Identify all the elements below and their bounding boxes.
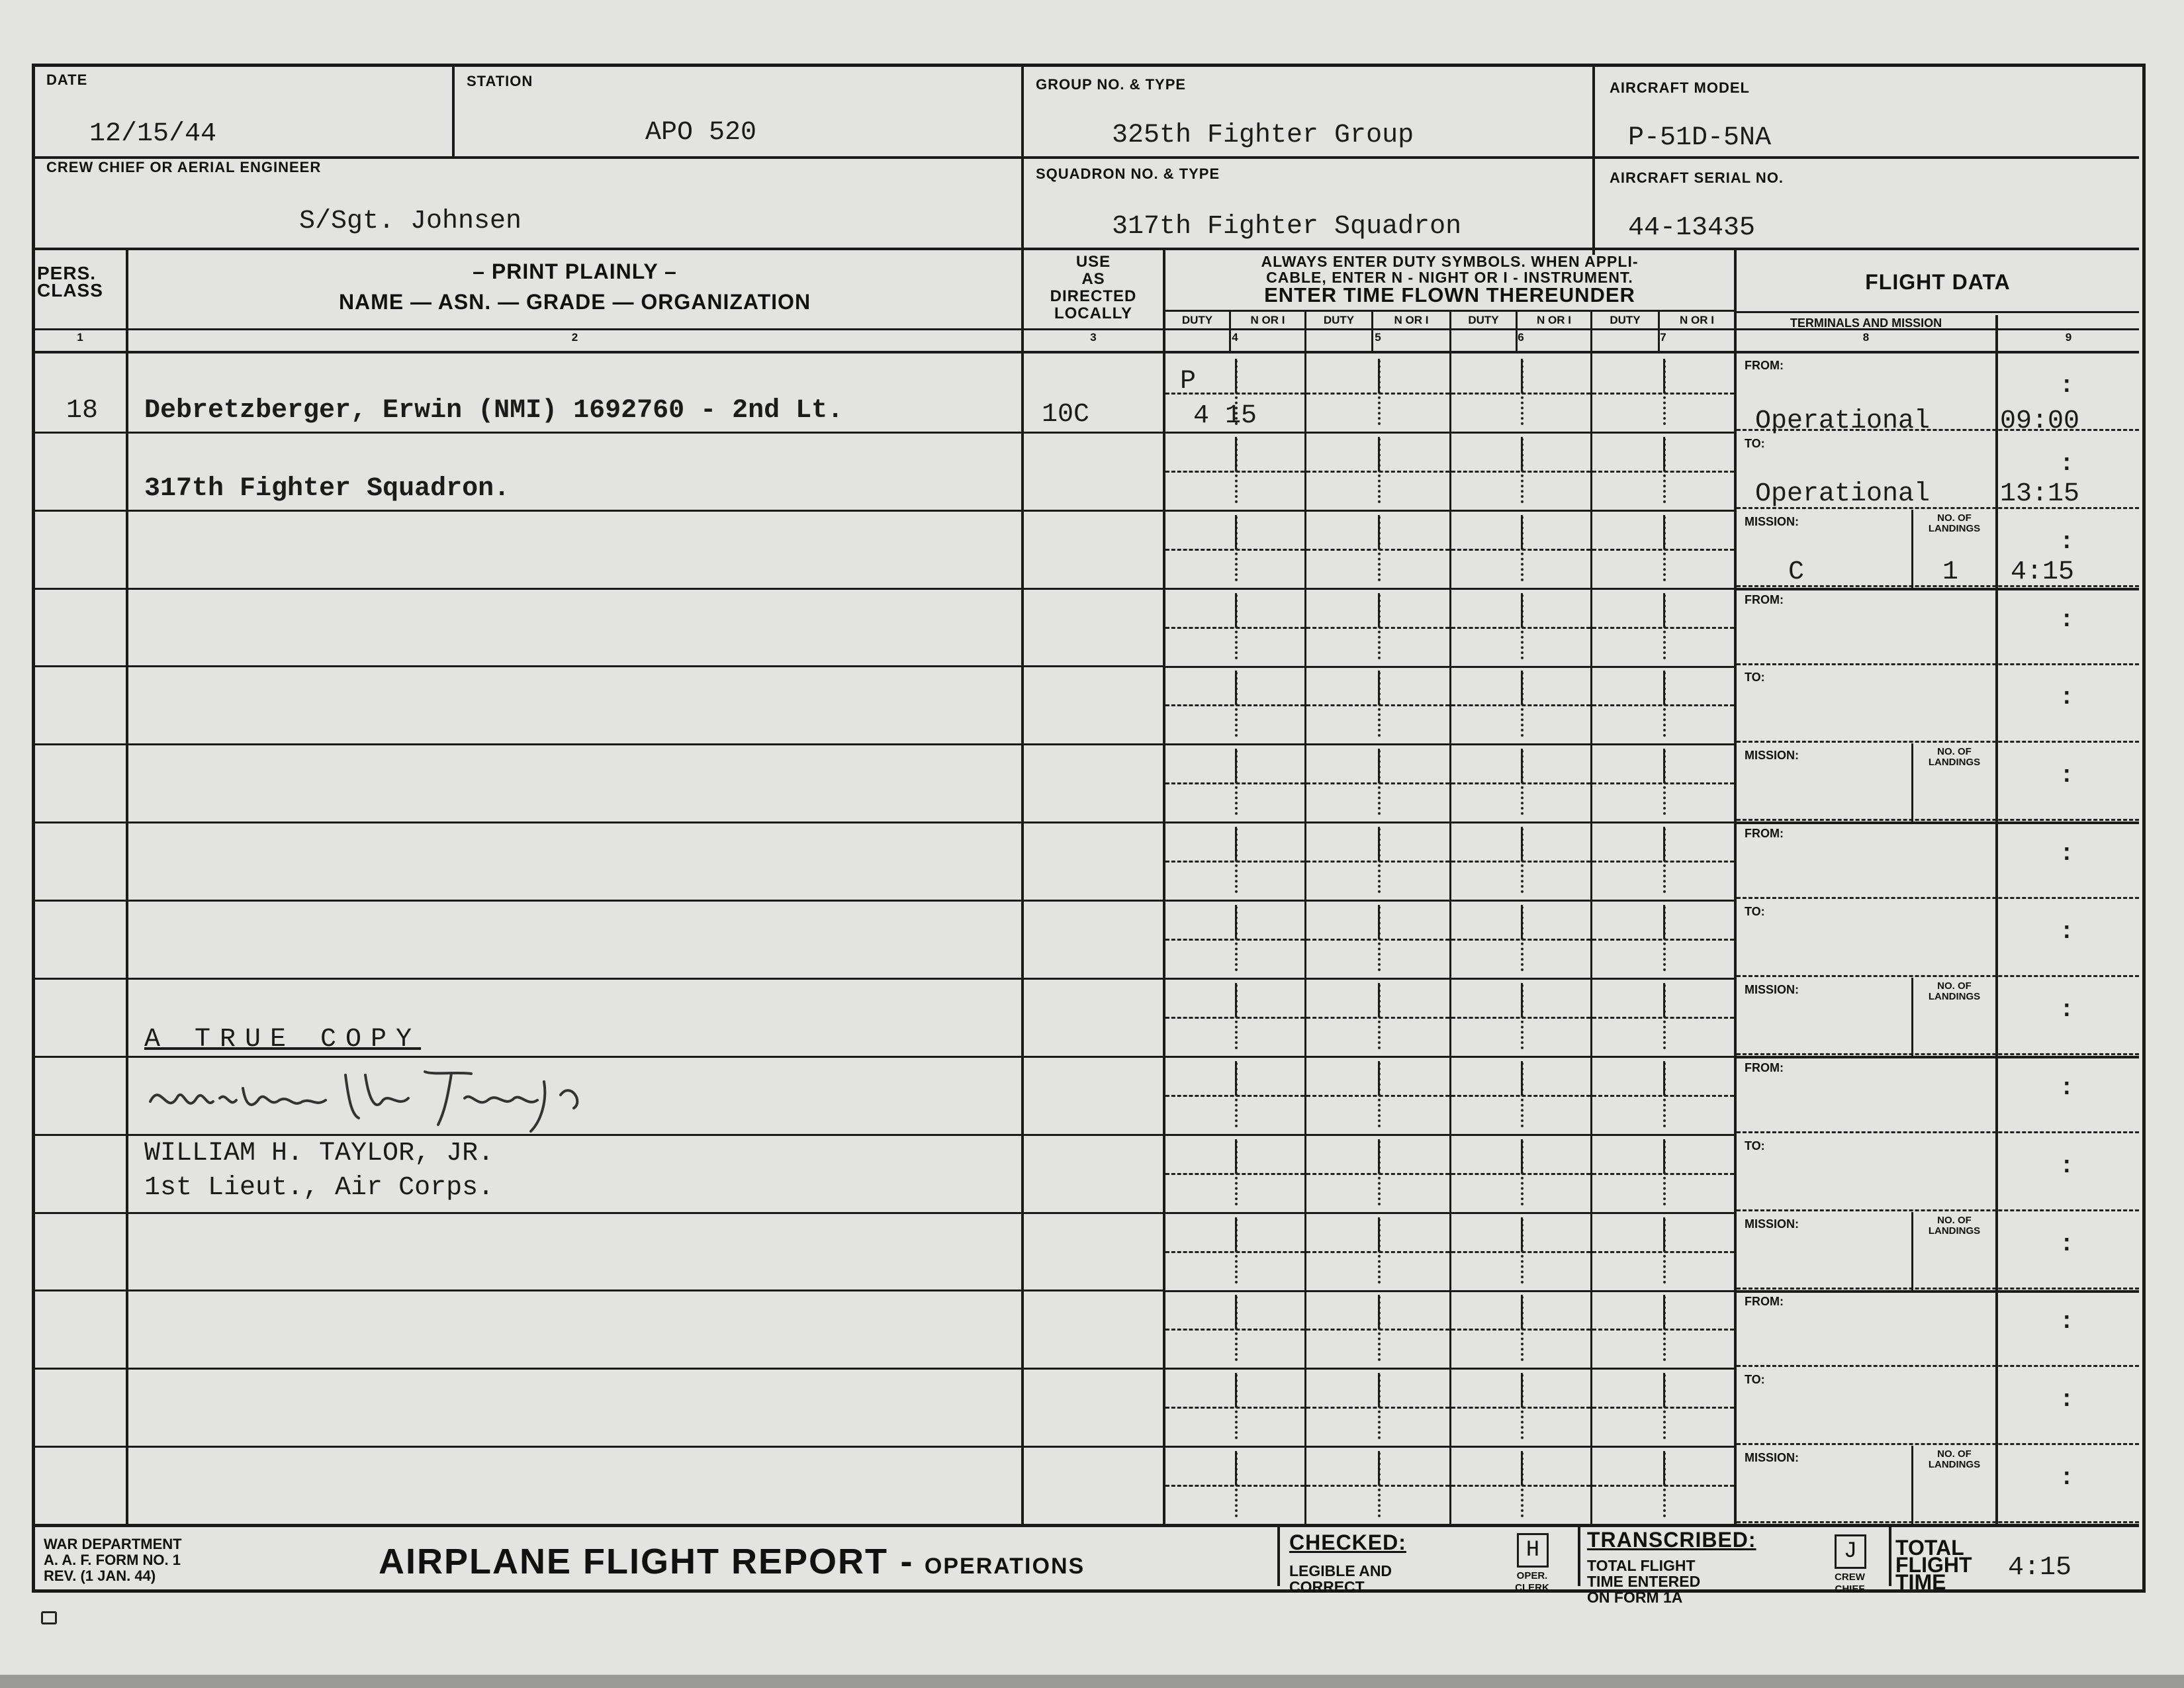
duty-tick <box>1235 905 1237 939</box>
flight-time-colon: : <box>2060 918 2074 945</box>
duty-tick <box>1378 359 1380 393</box>
group-value: 325th Fighter Group <box>1112 120 1414 150</box>
duty-divider <box>1304 978 1306 1056</box>
col-vline-2 <box>1021 249 1024 1524</box>
print-plainly-label: – PRINT PLAINLY – <box>473 259 677 283</box>
transcribed-sub-3: ON FORM 1A <box>1587 1589 1683 1606</box>
duty-tick <box>1235 749 1237 782</box>
terminals-label: TERMINALS AND MISSION <box>1790 316 1942 330</box>
col-number-3: 3 <box>1090 331 1097 344</box>
duty-instruction-3: ENTER TIME FLOWN THEREUNDER <box>1264 283 1635 306</box>
duty-divider <box>1590 588 1592 666</box>
col-number-5: 5 <box>1375 331 1381 344</box>
duty-divider <box>1590 353 1592 432</box>
flight-time-colon: : <box>2060 762 2074 789</box>
entry-org-line: 317th Fighter Squadron. <box>144 474 510 504</box>
flight-dash <box>1737 741 2139 743</box>
flight-time-colon: : <box>2060 606 2074 633</box>
duty-tick <box>1521 671 1523 704</box>
footer-v1 <box>1277 1525 1280 1586</box>
flight-to-label: TO: <box>1745 671 1765 684</box>
flight-dash <box>1737 1521 2139 1523</box>
flight-group-line <box>1737 1056 2139 1058</box>
total-value: 4:15 <box>2008 1553 2072 1583</box>
landings-label: LANDINGS <box>1928 523 1981 534</box>
col-number-7: 7 <box>1660 331 1666 344</box>
duty-tick <box>1378 437 1380 471</box>
flight-time-colon: : <box>2060 450 2074 477</box>
duty-tick <box>1663 1139 1665 1173</box>
row-line <box>32 1368 1165 1370</box>
flight-time-colon: : <box>2060 528 2074 555</box>
form-id-3: REV. (1 JAN. 44) <box>44 1568 156 1584</box>
landings-label: NO. OF <box>1937 1448 1972 1460</box>
landings-box-left <box>1911 743 1913 821</box>
row-line <box>32 1446 1165 1448</box>
duty-divider <box>1449 588 1451 666</box>
duty-tick <box>1378 593 1380 627</box>
duty-tick <box>1663 593 1665 627</box>
flight-dash <box>1737 1365 2139 1367</box>
duty-tick <box>1378 749 1380 782</box>
row-line <box>32 978 1165 980</box>
row-line <box>32 510 1165 512</box>
row-line <box>32 743 1165 745</box>
duty-divider <box>1449 353 1451 432</box>
col-hline-d <box>32 351 2139 353</box>
duty-divider <box>1304 743 1306 821</box>
signer-name: WILLIAM H. TAYLOR, JR. <box>144 1139 494 1168</box>
entry-duty-symbol: P <box>1180 367 1197 397</box>
flight-mission-label: MISSION: <box>1745 515 1799 528</box>
n-or-i-sub-4: N OR I <box>1680 314 1714 326</box>
duty-divider <box>1590 900 1592 978</box>
form-title-sub: OPERATIONS <box>924 1554 1085 1579</box>
duty-divider <box>1449 432 1451 510</box>
row-line <box>32 432 1165 434</box>
duty-divider <box>1590 1368 1592 1446</box>
transcribed-sub-1: TOTAL FLIGHT <box>1587 1557 1696 1574</box>
duty-divider <box>1449 743 1451 821</box>
flight-time-colon: : <box>2060 1074 2074 1102</box>
duty-tick <box>1663 437 1665 471</box>
serial-value: 44-13435 <box>1628 213 1756 243</box>
landings-label: LANDINGS <box>1928 1459 1981 1470</box>
col-number-1: 1 <box>77 331 83 344</box>
duty-divider <box>1304 588 1306 666</box>
duty-sub-4: DUTY <box>1610 314 1641 326</box>
footer-v2 <box>1578 1525 1580 1586</box>
form-title <box>379 1541 1085 1582</box>
col-number-9: 9 <box>2065 331 2072 344</box>
duty-tick <box>1378 1217 1380 1251</box>
squadron-value: 317th Fighter Squadron <box>1112 212 1462 242</box>
landings-box-left <box>1911 978 1913 1056</box>
duty-tick <box>1235 1061 1237 1095</box>
col-vline-3 <box>1163 249 1165 1524</box>
flight-time-colon: : <box>2060 684 2074 711</box>
duty-tick <box>1235 359 1237 393</box>
landings-label: NO. OF <box>1937 980 1972 992</box>
duty-divider <box>1449 1289 1451 1368</box>
col-vline-1 <box>126 249 128 1524</box>
duty-divider <box>1590 1289 1592 1368</box>
oper-clerk-2: CLERK <box>1515 1582 1549 1593</box>
flight-dash <box>1737 1443 2139 1445</box>
duty-divider <box>1449 1446 1451 1524</box>
duty-tick <box>1663 1451 1665 1485</box>
entry-to-time: 13:15 <box>2000 479 2080 509</box>
transcribed-initial-box: J <box>1835 1534 1866 1569</box>
duty-tick <box>1663 515 1665 549</box>
flight-dash <box>1737 1131 2139 1133</box>
form-title-main: AIRPLANE FLIGHT REPORT <box>379 1542 888 1581</box>
duty-tick <box>1235 1295 1237 1329</box>
true-copy-stamp: A TRUE COPY <box>144 1025 422 1055</box>
row-line <box>32 900 1165 902</box>
row-line <box>32 665 1165 667</box>
duty-divider <box>1449 978 1451 1056</box>
flight-time-colon: : <box>2060 1231 2074 1258</box>
entry-duty-time: 4 15 <box>1193 401 1257 431</box>
duty-tick <box>1521 515 1523 549</box>
duty-sub-1: DUTY <box>1181 314 1213 326</box>
duty-divider <box>1449 1056 1451 1134</box>
duty-sub-3: DUTY <box>1468 314 1499 326</box>
aircraft-model-label: AIRCRAFT MODEL <box>1610 79 1750 96</box>
duty-divider <box>1304 900 1306 978</box>
duty-tick <box>1521 1061 1523 1095</box>
flight-from-label: FROM: <box>1745 359 1784 372</box>
duty-divider <box>1449 1212 1451 1290</box>
duty-divider <box>1304 1056 1306 1134</box>
col-number-6: 6 <box>1518 331 1524 344</box>
col-vline-5 <box>1995 315 1998 1524</box>
checked-sub-2: CORRECT <box>1289 1578 1365 1595</box>
total-label-3: TIME <box>1895 1570 1946 1594</box>
duty-tick <box>1235 1373 1237 1407</box>
station-label: STATION <box>467 73 533 89</box>
flight-group-line <box>1737 821 2139 824</box>
duty-tick <box>1235 437 1237 471</box>
duty-divider <box>1590 821 1592 900</box>
signer-title: 1st Lieut., Air Corps. <box>144 1173 494 1203</box>
duty-divider <box>1449 665 1451 743</box>
duty-tick <box>1521 749 1523 782</box>
flight-mission-label: MISSION: <box>1745 749 1799 762</box>
duty-tick <box>1663 1373 1665 1407</box>
duty-divider <box>1449 510 1451 588</box>
flight-time-colon: : <box>2060 840 2074 867</box>
flight-time-colon: : <box>2060 1308 2074 1335</box>
entry-pers-class: 18 <box>66 396 99 426</box>
duty-divider <box>1304 510 1306 588</box>
entry-mission-time: 4:15 <box>2011 557 2075 587</box>
crew-chief-value: S/Sgt. Johnsen <box>299 207 522 236</box>
duty-divider <box>1449 1134 1451 1212</box>
duty-tick <box>1663 671 1665 704</box>
use-directed-4: LOCALLY <box>1054 305 1133 322</box>
flight-dash <box>1737 663 2139 665</box>
total-label-1: TOTAL <box>1895 1536 1964 1560</box>
col-number-2: 2 <box>571 331 578 344</box>
duty-tick <box>1235 671 1237 704</box>
header-vline-1 <box>452 66 455 159</box>
duty-divider <box>1304 353 1306 432</box>
duty-tick <box>1663 359 1665 393</box>
header-vline-3 <box>1592 66 1595 255</box>
duty-tick <box>1378 827 1380 861</box>
flight-from-label: FROM: <box>1745 1295 1784 1308</box>
duty-tick <box>1521 1373 1523 1407</box>
use-directed-1: USE <box>1075 253 1111 271</box>
duty-divider <box>1590 665 1592 743</box>
header-hline-2 <box>32 248 2139 250</box>
duty-tick <box>1235 593 1237 627</box>
flight-mission-label: MISSION: <box>1745 1217 1799 1231</box>
duty-divider <box>1304 1212 1306 1290</box>
duty-divider <box>1590 1212 1592 1290</box>
transcribed-sub-2: TIME ENTERED <box>1587 1573 1701 1590</box>
duty-tick <box>1521 437 1523 471</box>
duty-instruction-1: ALWAYS ENTER DUTY SYMBOLS. WHEN APPLI- <box>1261 253 1639 270</box>
duty-tick <box>1378 1295 1380 1329</box>
serial-label: AIRCRAFT SERIAL NO. <box>1610 169 1784 186</box>
total-label-2: FLIGHT <box>1895 1553 1972 1577</box>
flight-from-label: FROM: <box>1745 593 1784 606</box>
pers-class-label: PERS. CLASS <box>37 263 103 301</box>
n-or-i-sub-2: N OR I <box>1394 314 1429 326</box>
duty-divider <box>1449 900 1451 978</box>
duty-tick <box>1235 515 1237 549</box>
duty-tick <box>1521 1451 1523 1485</box>
flight-dash <box>1737 1288 2139 1289</box>
landings-label: NO. OF <box>1937 1215 1972 1226</box>
group-label: GROUP NO. & TYPE <box>1036 76 1187 93</box>
use-directed-2: AS <box>1081 270 1105 288</box>
entry-to-value: Operational <box>1755 479 1931 509</box>
signature-image <box>147 1062 610 1135</box>
checked-sub-1: LEGIBLE AND <box>1289 1562 1392 1579</box>
duty-tick <box>1378 1061 1380 1095</box>
flight-time-colon: : <box>2060 1386 2074 1413</box>
duty-divider <box>1449 1368 1451 1446</box>
n-or-i-sub-1: N OR I <box>1250 314 1285 326</box>
flight-time-colon: : <box>2060 372 2074 399</box>
duty-divider <box>1590 978 1592 1056</box>
station-value: APO 520 <box>645 118 757 148</box>
landings-label: LANDINGS <box>1928 991 1981 1002</box>
duty-divider <box>1304 432 1306 510</box>
checked-initial-box: H <box>1517 1533 1549 1568</box>
form-id-1: WAR DEPARTMENT <box>44 1536 182 1552</box>
flight-to-label: TO: <box>1745 437 1765 450</box>
flight-to-label: TO: <box>1745 905 1765 918</box>
duty-sub-2: DUTY <box>1323 314 1355 326</box>
landings-box-left <box>1911 1446 1913 1524</box>
duty-tick <box>1521 1139 1523 1173</box>
entry-from-time: 09:00 <box>2000 406 2080 436</box>
flight-from-label: FROM: <box>1745 827 1784 840</box>
duty-tick <box>1663 1217 1665 1251</box>
flight-dash <box>1737 975 2139 977</box>
date-value: 12/15/44 <box>89 119 217 149</box>
transcribed-label: TRANSCRIBED: <box>1587 1528 1756 1552</box>
row-line <box>32 1289 1165 1291</box>
entry-mission-value: C <box>1788 557 1805 587</box>
duty-instruction-2: CABLE, ENTER N - NIGHT OR I - INSTRUMENT. <box>1266 269 1633 286</box>
duty-divider <box>1449 821 1451 900</box>
duty-tick <box>1235 827 1237 861</box>
header-hline-1 <box>32 156 2139 159</box>
landings-label: LANDINGS <box>1928 1225 1981 1237</box>
duty-divider <box>1304 1289 1306 1368</box>
duty-tick <box>1663 1061 1665 1095</box>
duty-tick <box>1521 593 1523 627</box>
flight-dash <box>1737 819 2139 821</box>
entry-from-value: Operational <box>1755 406 1931 436</box>
landings-label: LANDINGS <box>1928 757 1981 768</box>
row-line <box>32 588 1165 590</box>
n-or-i-sub-3: N OR I <box>1537 314 1571 326</box>
flight-time-colon: : <box>2060 1464 2074 1491</box>
flight-time-colon: : <box>2060 996 2074 1023</box>
duty-tick <box>1663 983 1665 1017</box>
duty-divider <box>1590 1056 1592 1134</box>
duty-tick <box>1235 983 1237 1017</box>
duty-tick <box>1378 905 1380 939</box>
flight-dash <box>1737 1053 2139 1055</box>
duty-tick <box>1378 515 1380 549</box>
duty-divider <box>1590 510 1592 588</box>
duty-tick <box>1521 983 1523 1017</box>
duty-tick <box>1663 827 1665 861</box>
row-line <box>32 821 1165 823</box>
duty-tick <box>1663 905 1665 939</box>
col-number-8: 8 <box>1862 331 1870 344</box>
flight-to-label: TO: <box>1745 1373 1765 1386</box>
entry-landings-value: 1 <box>1942 557 1959 587</box>
header-vline-2 <box>1021 66 1024 252</box>
crew-chief-2: CHIEF <box>1835 1583 1865 1595</box>
row-line <box>32 1056 1165 1058</box>
entry-name-line: Debretzberger, Erwin (NMI) 1692760 - 2nd Lt. <box>144 396 844 426</box>
landings-label: NO. OF <box>1937 512 1972 524</box>
duty-tick <box>1378 671 1380 704</box>
flight-group-line <box>1737 588 2139 590</box>
duty-divider <box>1590 432 1592 510</box>
name-asn-label: NAME — ASN. — GRADE — ORGANIZATION <box>338 290 811 314</box>
landings-label: NO. OF <box>1937 746 1972 757</box>
form-title-dash: - <box>900 1542 913 1581</box>
col-hline-b <box>1734 311 2139 313</box>
row-line <box>32 1212 1165 1214</box>
duty-divider <box>1590 1134 1592 1212</box>
flight-dash <box>1737 1209 2139 1211</box>
duty-tick <box>1378 1373 1380 1407</box>
crew-chief-label: CREW CHIEF OR AERIAL ENGINEER <box>46 159 322 175</box>
duty-divider <box>1304 1368 1306 1446</box>
flight-data-label: FLIGHT DATA <box>1865 270 2011 294</box>
col-vline-4 <box>1734 249 1737 1524</box>
landings-box-left <box>1911 510 1913 588</box>
duty-tick <box>1378 1451 1380 1485</box>
duty-divider <box>1590 1446 1592 1524</box>
flight-mission-label: MISSION: <box>1745 983 1799 996</box>
flight-from-label: FROM: <box>1745 1061 1784 1074</box>
flight-time-colon: : <box>2060 1152 2074 1180</box>
entry-use-locally: 10C <box>1042 400 1090 430</box>
duty-tick <box>1235 1217 1237 1251</box>
duty-tick <box>1235 1451 1237 1485</box>
duty-divider <box>1590 743 1592 821</box>
aircraft-model-value: P-51D-5NA <box>1628 123 1772 153</box>
duty-tick <box>1521 1295 1523 1329</box>
use-directed-3: DIRECTED <box>1050 287 1137 305</box>
flight-to-label: TO: <box>1745 1139 1765 1152</box>
duty-tick <box>1378 1139 1380 1173</box>
form-id-2: A. A. F. FORM NO. 1 <box>44 1552 181 1568</box>
flight-mission-label: MISSION: <box>1745 1451 1799 1464</box>
col-number-4: 4 <box>1232 331 1238 344</box>
flight-dash <box>1737 897 2139 899</box>
duty-tick <box>1521 905 1523 939</box>
duty-tick <box>1521 359 1523 393</box>
date-label: DATE <box>46 71 88 88</box>
footer-top-line <box>32 1524 2139 1527</box>
duty-tick <box>1521 827 1523 861</box>
corner-mark-icon <box>41 1611 57 1624</box>
footer-v3 <box>1889 1525 1891 1586</box>
squadron-label: SQUADRON NO. & TYPE <box>1036 165 1220 182</box>
col-hline-a <box>1163 310 1734 312</box>
duty-divider <box>1304 1134 1306 1212</box>
bottom-edge-shadow <box>0 1675 2184 1688</box>
duty-divider <box>1304 821 1306 900</box>
duty-divider <box>1304 1446 1306 1524</box>
duty-tick <box>1663 1295 1665 1329</box>
duty-divider <box>1304 665 1306 743</box>
landings-box-left <box>1911 1212 1913 1290</box>
oper-clerk-1: OPER. <box>1516 1570 1548 1581</box>
duty-tick <box>1521 1217 1523 1251</box>
duty-tick <box>1235 1139 1237 1173</box>
duty-tick <box>1378 983 1380 1017</box>
checked-label: CHECKED: <box>1289 1530 1406 1554</box>
duty-tick <box>1663 749 1665 782</box>
crew-chief-1: CREW <box>1835 1571 1865 1583</box>
flight-group-line <box>1737 1290 2139 1293</box>
